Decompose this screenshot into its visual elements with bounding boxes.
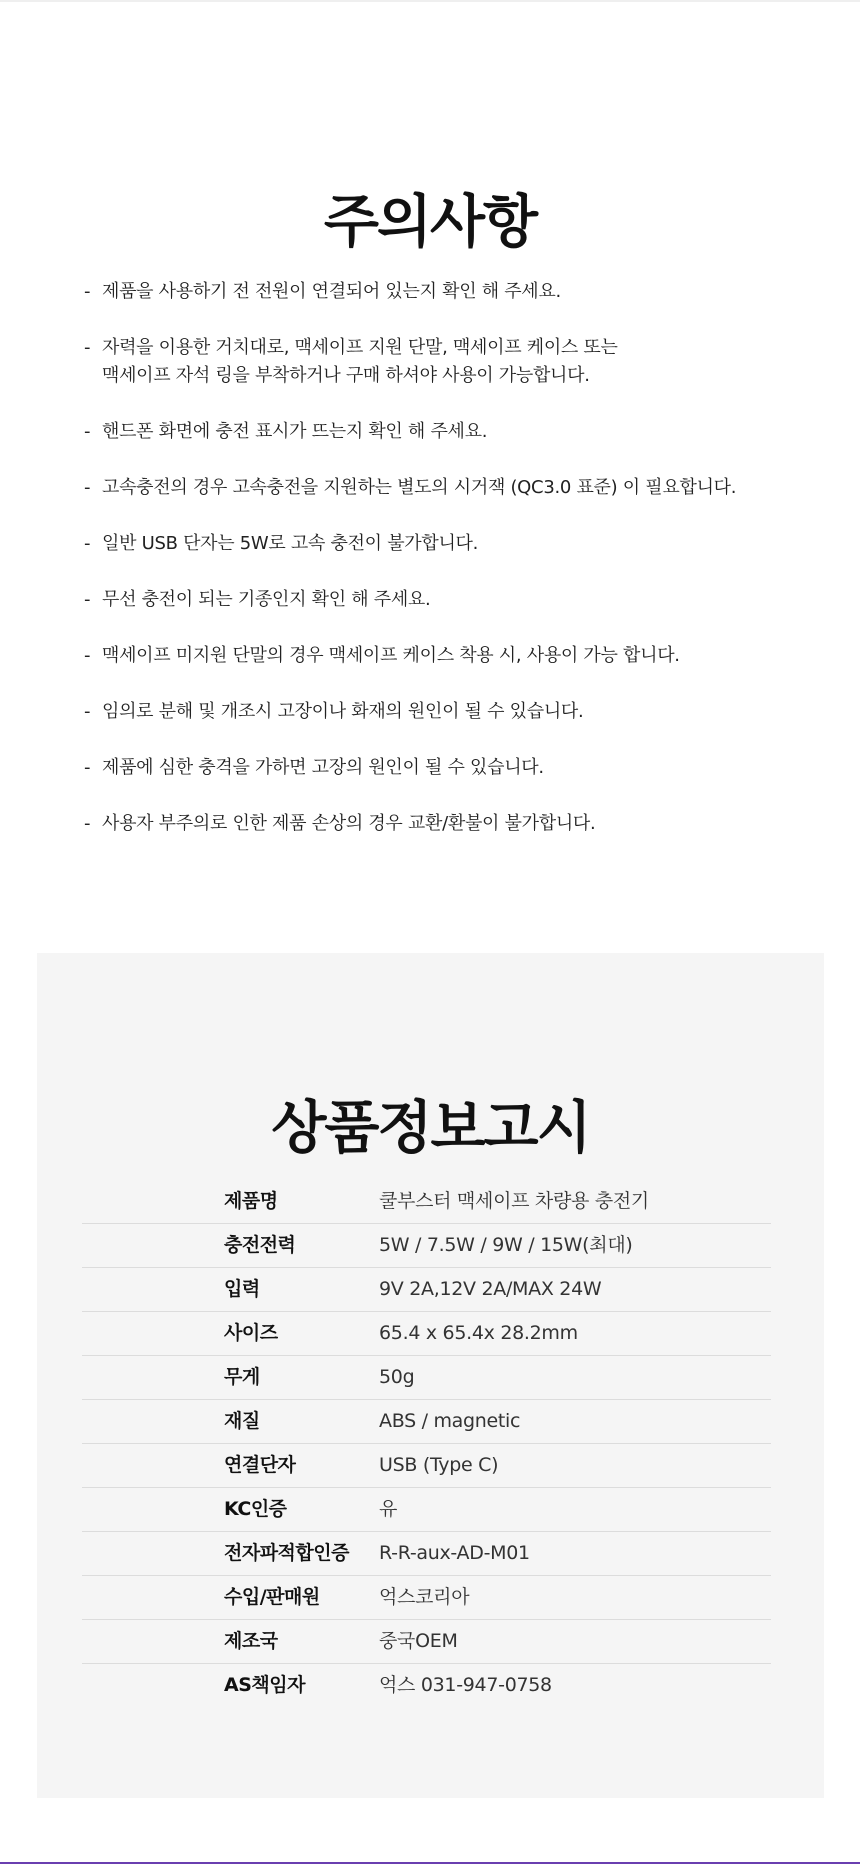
spec-row-input — [82, 1268, 771, 1312]
spec-value: 억스 031-947-0758 — [379, 1674, 552, 1696]
caution-text: 사용자 부주의로 인한 제품 손상의 경우 교환/환불이 불가합니다. — [102, 813, 596, 834]
caution-text: 제품을 사용하기 전 전원이 연결되어 있는지 확인 해 주세요. — [102, 281, 561, 302]
spec-row-kc-cert — [82, 1488, 771, 1532]
caution-text: 일반 USB 단자는 5W로 고속 충전이 불가합니다. — [102, 533, 479, 554]
product-info-title: 상품정보고시 — [271, 1095, 590, 1162]
spec-row-charging-power — [82, 1224, 771, 1268]
spec-row-size — [82, 1312, 771, 1356]
caution-text: 고속충전의 경우 고속충전을 지원하는 별도의 시거잭 (QC3.0 표준) 이 필요합니다. — [102, 477, 737, 498]
caution-item — [84, 334, 824, 390]
spec-label: 재질 — [224, 1410, 260, 1432]
spec-label: 제조국 — [224, 1630, 278, 1652]
caution-text-continued: 맥세이프 자석 링을 부착하거나 구매 하셔야 사용이 가능합니다. — [102, 365, 590, 386]
caution-item — [84, 754, 824, 782]
spec-label: 제품명 — [224, 1190, 278, 1212]
top-divider — [0, 0, 860, 2]
caution-item — [84, 810, 824, 838]
spec-row-importer — [82, 1576, 771, 1620]
spec-value: ABS / magnetic — [379, 1410, 521, 1432]
spec-label: 전자파적합인증 — [224, 1542, 349, 1564]
spec-value: 중국OEM — [379, 1630, 458, 1652]
spec-value: 억스코리아 — [379, 1586, 470, 1608]
spec-row-material — [82, 1400, 771, 1444]
product-info-section — [37, 953, 824, 1798]
caution-item — [84, 586, 824, 614]
caution-text: 임의로 분해 및 개조시 고장이나 화재의 원인이 될 수 있습니다. — [102, 701, 584, 722]
caution-title: 주의사항 — [323, 189, 537, 256]
caution-text: 맥세이프 미지원 단말의 경우 맥세이프 케이스 착용 시, 사용이 가능 합니다. — [102, 645, 680, 666]
caution-text: 핸드폰 화면에 충전 표시가 뜨는지 확인 해 주세요. — [102, 421, 488, 442]
caution-item — [84, 698, 824, 726]
caution-dash: - — [84, 421, 91, 442]
caution-dash: - — [84, 645, 91, 666]
caution-item — [84, 530, 824, 558]
spec-value: 9V 2A,12V 2A/MAX 24W — [379, 1278, 602, 1300]
caution-dash: - — [84, 589, 91, 610]
spec-row-connector — [82, 1444, 771, 1488]
spec-label: 무게 — [224, 1366, 260, 1388]
spec-label: KC인증 — [224, 1498, 287, 1520]
spec-value: 쿨부스터 맥세이프 차량용 충전기 — [379, 1190, 649, 1212]
caution-dash: - — [84, 281, 91, 302]
spec-value: USB (Type C) — [379, 1454, 499, 1476]
caution-dash: - — [84, 533, 91, 554]
spec-label: 충전전력 — [224, 1234, 296, 1256]
caution-item — [84, 418, 824, 446]
spec-value: 50g — [379, 1366, 415, 1388]
spec-row-product-name — [82, 1180, 771, 1224]
caution-dash: - — [84, 757, 91, 778]
spec-value: 65.4 x 65.4x 28.2mm — [379, 1322, 578, 1344]
spec-value: 유 — [379, 1498, 398, 1520]
spec-table — [82, 1180, 771, 1707]
caution-item — [84, 278, 824, 306]
spec-row-emc-cert — [82, 1532, 771, 1576]
spec-label: 연결단자 — [224, 1454, 296, 1476]
caution-list — [84, 278, 824, 866]
caution-item — [84, 474, 824, 502]
spec-label: 수입/판매원 — [224, 1586, 320, 1608]
spec-label: 사이즈 — [224, 1322, 278, 1344]
spec-value: R-R-aux-AD-M01 — [379, 1542, 530, 1564]
spec-row-as-contact — [82, 1664, 771, 1707]
caution-text: 제품에 심한 충격을 가하면 고장의 원인이 될 수 있습니다. — [102, 757, 544, 778]
caution-text: 무선 충전이 되는 기종인지 확인 해 주세요. — [102, 589, 431, 610]
spec-row-origin — [82, 1620, 771, 1664]
spec-label: AS책임자 — [224, 1674, 305, 1696]
caution-dash: - — [84, 813, 91, 834]
caution-dash: - — [84, 337, 91, 358]
caution-dash: - — [84, 701, 91, 722]
caution-dash: - — [84, 477, 91, 498]
spec-row-weight — [82, 1356, 771, 1400]
caution-item — [84, 642, 824, 670]
spec-value: 5W / 7.5W / 9W / 15W(최대) — [379, 1234, 633, 1256]
caution-text: 자력을 이용한 거치대로, 맥세이프 지원 단말, 맥세이프 케이스 또는 — [102, 337, 618, 358]
spec-label: 입력 — [224, 1278, 260, 1300]
